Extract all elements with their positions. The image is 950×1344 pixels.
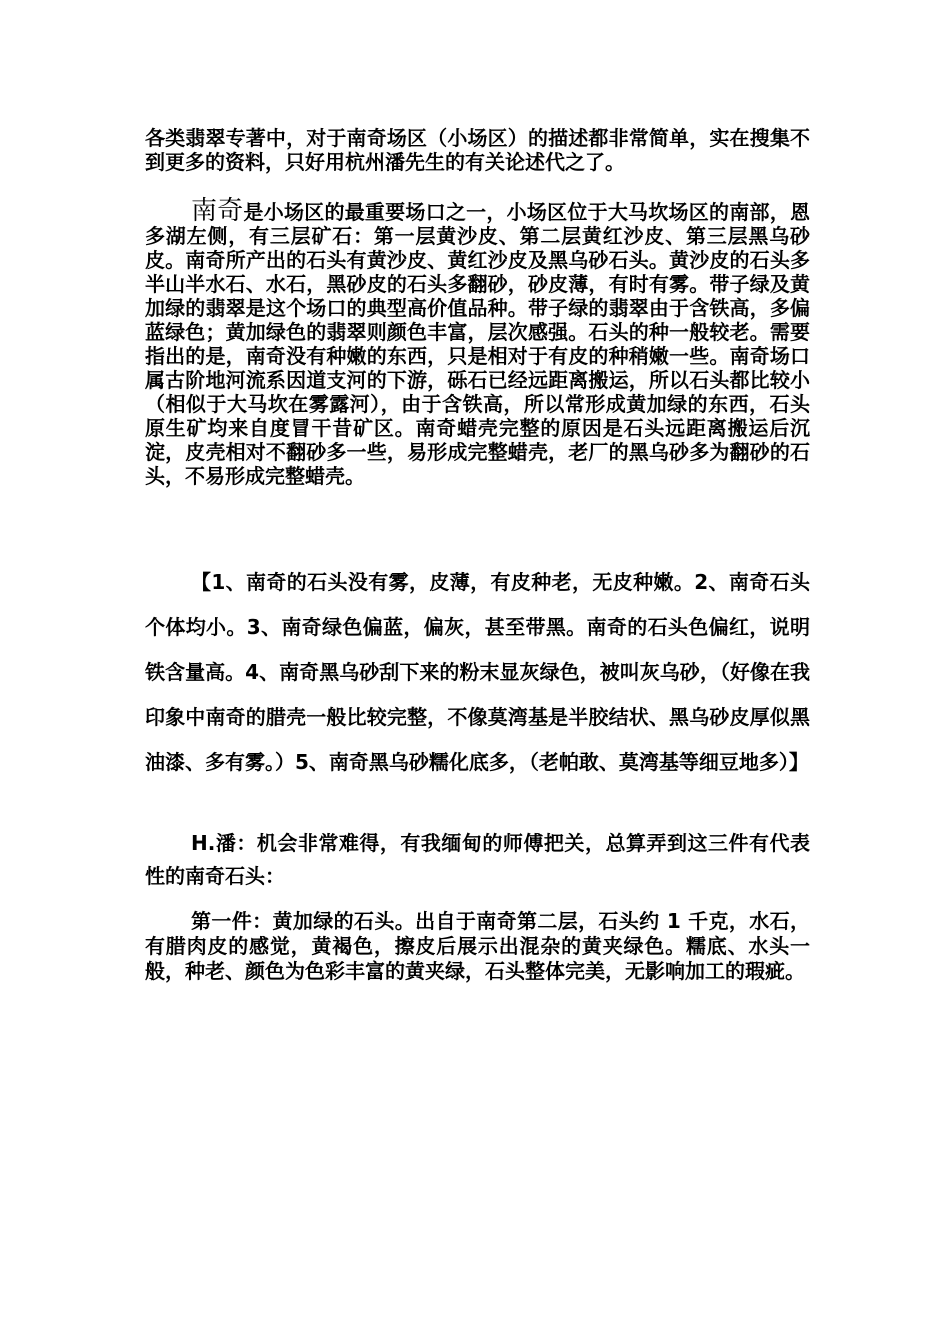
nanqi-summary-points: 【1、南奇的石头没有雾，皮薄，有皮种老，无皮种嫩。2、南奇石头个体均小。3、南奇绿色偏蓝，偏灰，甚至带黑。南奇的石头色偏红，说明铁含量高。4、南奇黑乌砂刮下来的粉末显灰绿色，被叫灰乌砂，（好像在我印象中南奇的腊壳一般比较完整，不像莫湾基是半胶结状、黑乌砂皮厚似黑油漆、多有雾。）5、南奇黑乌砂糯化底多，（老帕敢、莫湾基等细豆地多）】 (145, 570, 810, 774)
first-stone-description: 第一件：黄加绿的石头。出自于南奇第二层，石头约 1 千克，水石，有腊肉皮的感觉，黄褐色，擦皮后展示出混杂的黄夹绿色。糯底、水头一般，种老、颜色为色彩丰富的黄夹绿，石头整体完美，无影响加工的瑕疵。 (145, 909, 810, 983)
h-pan-statement: H.潘：机会非常难得，有我缅甸的师傅把关，总算弄到这三件有代表性的南奇石头： (145, 831, 810, 888)
nanqi-description-paragraph (145, 196, 810, 488)
intro-paragraph: 各类翡翠专著中，对于南奇场区（小场区）的描述都非常简单，实在搜集不到更多的资料，只好用杭州潘先生的有关论述代之了。 (145, 126, 810, 174)
nanqi-description-text: 是小场区的最重要场口之一，小场区位于大马坎场区的南部，恩多湖左侧，有三层矿石：第一层黄沙皮、第二层黄红沙皮、第三层黑乌砂皮。南奇所产出的石头有黄沙皮、黄红沙皮及黑乌砂石头。黄沙皮的石头多半山半水石、水石，黑砂皮的石头多翻砂，砂皮薄，有时有雾。带子绿及黄加绿的翡翠是这个场口的典型高价值品种。带子绿的翡翠由于含铁高，多偏蓝绿色；黄加绿色的翡翠则颜色丰富，层次感强。石头的种一般较老。需要指出的是，南奇没有种嫩的东西，只是相对于有皮的种稍嫩一些。南奇场口属古阶地河流系因道支河的下游，砾石已经远距离搬运，所以石头都比较小（相似于大马坎在雾露河），由于含铁高，所以常形成黄加绿的东西，石头原生矿均来自度冒干昔矿区。南奇蜡壳完整的原因是石头远距离搬运后沉淀，皮壳相对不翻砂多一些，易形成完整蜡壳，老厂的黑乌砂多为翻砂的石头，不易形成完整蜡壳。 (145, 200, 810, 488)
nanqi-lead-word: 南奇 (191, 196, 244, 226)
